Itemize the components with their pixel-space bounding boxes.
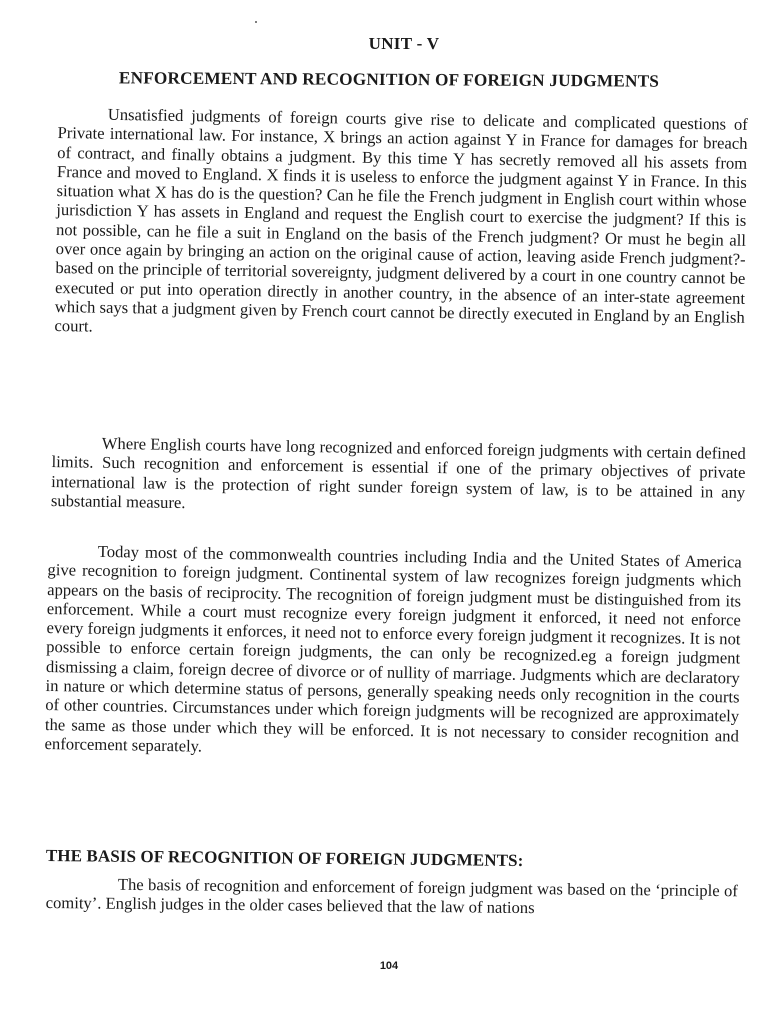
section-paragraph: The basis of recognition and enforcement of foreign judgment was based on the ‘principle of comity’. English judges in the older cases believed that the law of nations (45, 874, 738, 918)
unit-heading: UNIT - V (368, 34, 440, 53)
scan-speck (255, 21, 257, 23)
body-paragraph-1: Unsatisfied judgments of foreign courts give rise to delicate and complicated questions of Private international law. For instance, X brings an action against Y in France for damages for breach of contract, and finally obtains a judgment. By this time Y has secretly removed all his assets from France and moved to England. X finds it is useless to enforce the judgment against Y in France. In this situation what X has do is the question? Can he file the French judgment in English court within whose jurisdiction Y has assets in England and request the English court to exercise the judgment? If this is not possible, can he file a suit in England on the basis of the French judgment? Or must he begin all over once again by bringing an action on the original cause of action, leaving aside French judgment?- based on the principle of territorial sovereignty, judgment delivered by a court in one country cannot be executed or put into operation directly in another country, in the absence of an inter-state agreement which says that a judgment given by French court cannot be directly executed in England by an English court. (54, 104, 748, 336)
body-paragraph-2: Where English courts have long recognized and enforced foreign judgments with certain defined limits. Such recognition and enforcement is essential if one of the primary objectives of private international law is the protection of right sunder foreign system of law, is to be attained in any substantial measure. (50, 433, 746, 512)
section-heading: THE BASIS OF RECOGNITION OF FOREIGN JUDGMENTS: (45, 846, 524, 870)
page-title: ENFORCEMENT AND RECOGNITION OF FOREIGN JUDGMENTS (118, 68, 660, 91)
page-number: 104 (379, 960, 399, 972)
body-paragraph-3: Today most of the commonwealth countries including India and the United States of America give recognition to foreign judgment. Continental system of law recognizes foreign judgments which appears on the basis of reciprocity. The recognition of foreign judgment must be distinguished from its enforcement. While a court must recognize every foreign judgment it enforced, it need not enforce every foreign judgments it enforces, it need not to enforce every foreign judgment it recognizes. It is not possible to enforce certain foreign judgments, the can only be recognized.eg a foreign judgment dismissing a claim, foreign decree of divorce or of nullity of marriage. Judgments which are declaratory in nature or which determine status of persons, generally speaking needs only recognition in the courts of other countries. Circumstances under which foreign judgments will be recognized are approximately the same as those under which they will be enforced. It is not necessary to consider recognition and enforcement separately. (44, 541, 742, 756)
